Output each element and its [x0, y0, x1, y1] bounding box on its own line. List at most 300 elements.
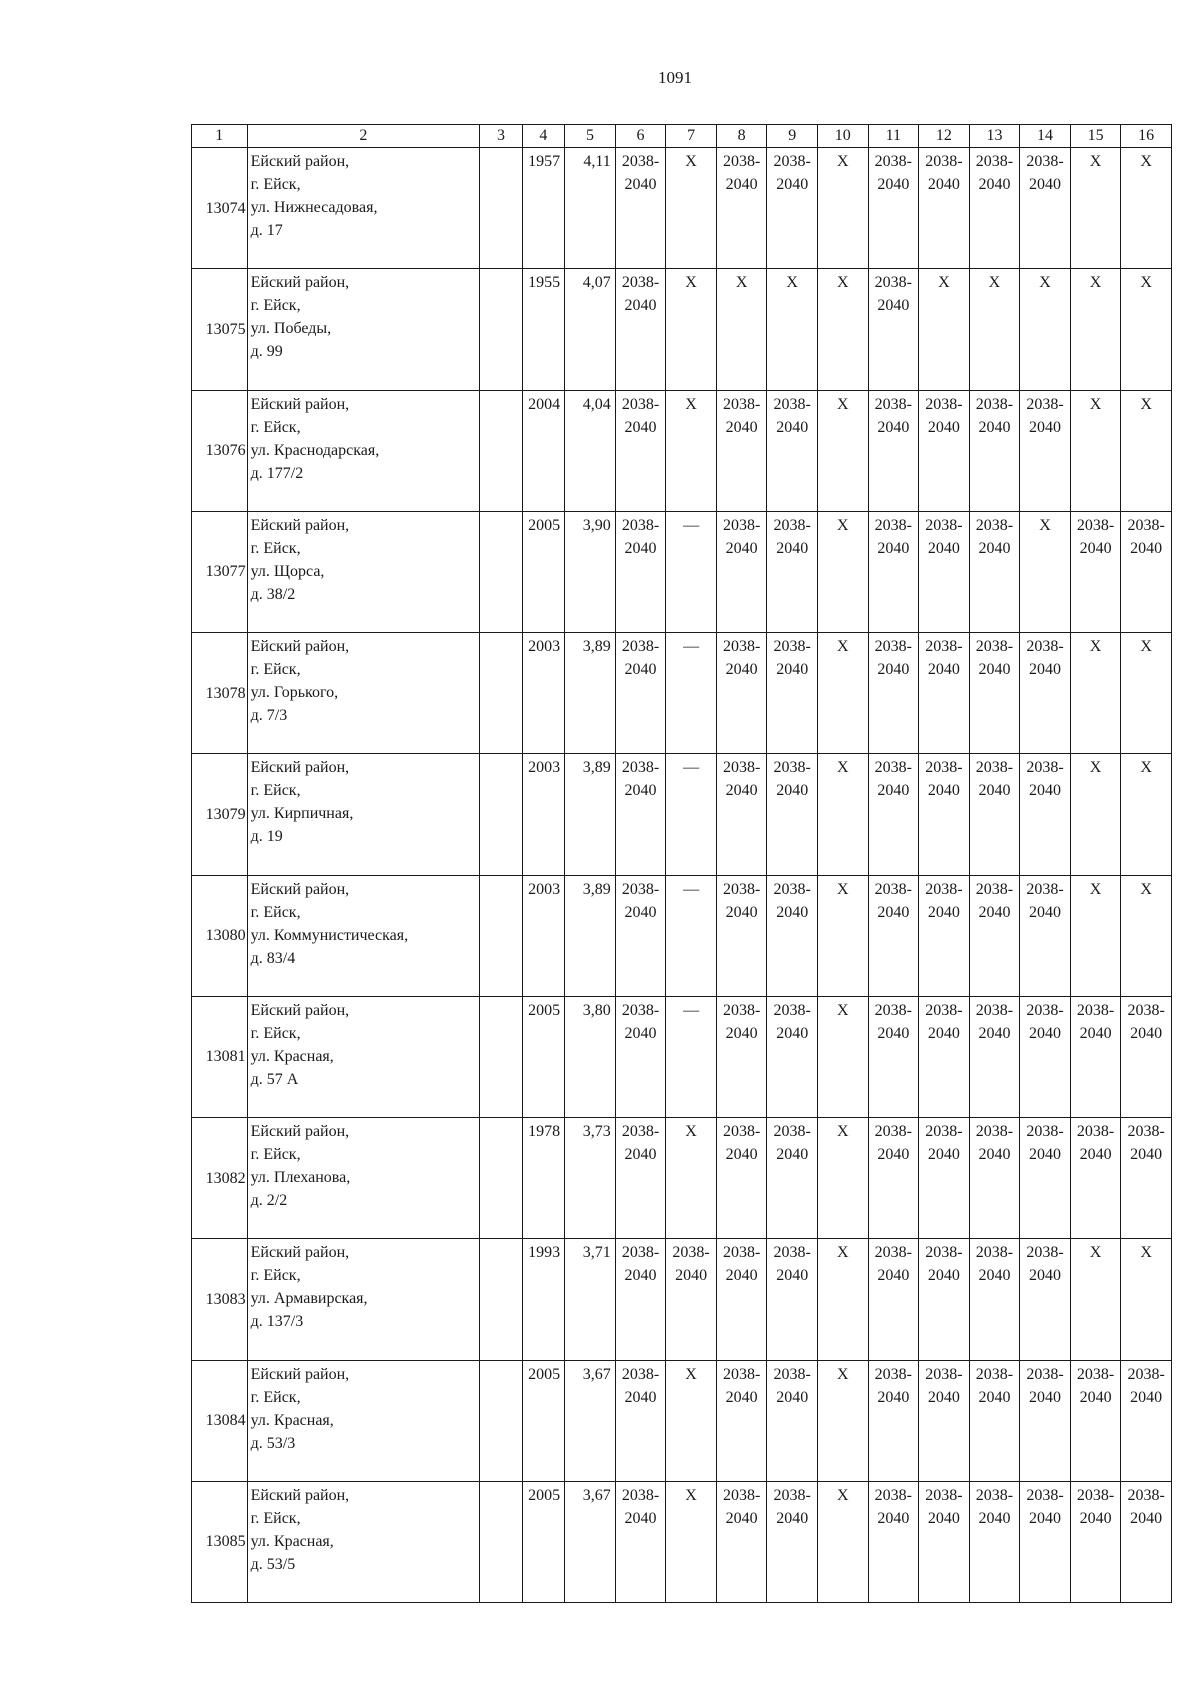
address-line: д. 38/2 [250, 585, 296, 603]
period-cell-col-8 [716, 875, 767, 996]
address-cell [247, 1118, 480, 1239]
period-text: 2038- [1026, 395, 1064, 413]
value-cell: 3,67 [565, 1481, 616, 1602]
period-text: 2038- [722, 638, 761, 655]
period-text: 2038- [874, 274, 912, 292]
period-text: 2038- [621, 516, 660, 534]
period-cell-col-13 [969, 996, 1020, 1117]
period-text: 2040 [927, 176, 960, 193]
period-text: 2038- [1127, 516, 1165, 534]
period-text: 2040 [776, 1024, 809, 1042]
period-text: 2040 [927, 1146, 960, 1163]
period-text: 2040 [776, 903, 809, 921]
period-text: 2038- [874, 880, 912, 898]
period-cell-col-10 [817, 1239, 868, 1360]
period-text: 2040 [978, 418, 1011, 436]
period-text: 2040 [725, 1388, 758, 1406]
period-cell-col-15 [1070, 1239, 1121, 1360]
period-cell-col-12 [919, 148, 970, 269]
period-text: 2038- [874, 1486, 912, 1504]
period-text: 2040 [927, 418, 960, 436]
period-text: 2038- [1026, 1486, 1064, 1504]
period-cell-col-10 [817, 269, 868, 390]
year-built-cell: 2005 [522, 511, 564, 632]
period-text: 2040 [877, 1146, 910, 1163]
period-text: X [836, 880, 849, 898]
period-text: 2040 [776, 1267, 809, 1285]
period-cell-col-16 [1121, 269, 1172, 390]
period-text: 2040 [725, 1024, 758, 1042]
period-text: X [1140, 153, 1152, 170]
period-text: 2040 [1079, 1509, 1112, 1527]
period-text: 2038- [925, 516, 963, 534]
address-line: ул. Плеханова, [250, 1169, 351, 1186]
empty-cell [480, 390, 522, 511]
address-cell [247, 1481, 480, 1602]
period-cell-col-11 [868, 996, 919, 1117]
period-cell-col-9 [767, 754, 818, 875]
record-number-cell: 13081 [192, 996, 248, 1117]
empty-cell [480, 1360, 522, 1481]
period-text: 2040 [978, 661, 1011, 678]
period-text: 2040 [1130, 1509, 1163, 1527]
period-text: X [988, 274, 1001, 292]
period-cell-col-13 [969, 875, 1020, 996]
period-cell-col-11 [868, 754, 919, 875]
period-text: 2040 [725, 1509, 758, 1527]
period-text: 2040 [978, 1509, 1011, 1527]
period-text: 2040 [725, 176, 758, 193]
period-text: X [685, 395, 697, 413]
address-cell [247, 269, 480, 390]
table-body [192, 148, 1172, 1603]
year-built-cell: 2005 [522, 1360, 564, 1481]
period-cell-col-13 [969, 633, 1020, 754]
value-cell: 3,67 [565, 1360, 616, 1481]
period-text: 2038- [975, 153, 1014, 170]
address-cell [247, 511, 480, 632]
address-line: Ейский район, [250, 1123, 350, 1140]
period-cell-col-12 [919, 1481, 970, 1602]
table-row [192, 1360, 1172, 1481]
period-text: 2040 [1079, 1024, 1112, 1042]
table-row [192, 269, 1172, 390]
period-cell-col-7 [666, 1239, 717, 1360]
period-cell-col-14 [1020, 1360, 1071, 1481]
period-text: 2038- [975, 395, 1014, 413]
period-text: 2040 [978, 903, 1011, 921]
period-text: 2040 [776, 661, 809, 678]
period-text: 2040 [1130, 1146, 1163, 1163]
table-row [192, 754, 1172, 875]
address-line: ул. Щорса, [250, 562, 325, 580]
address-line: ул. Победы, [250, 320, 332, 338]
period-text: X [836, 1123, 849, 1140]
period-text: 2040 [624, 1024, 657, 1042]
period-cell-col-8 [716, 1118, 767, 1239]
period-cell-col-11 [868, 511, 919, 632]
period-text: 2040 [1079, 1388, 1112, 1406]
period-cell-col-13 [969, 390, 1020, 511]
period-text: 2040 [675, 1267, 708, 1285]
period-cell-col-15 [1070, 996, 1121, 1117]
period-cell-col-12 [919, 875, 970, 996]
period-cell-col-14 [1020, 996, 1071, 1117]
period-text: 2040 [624, 1509, 657, 1527]
period-text: X [1089, 395, 1102, 413]
period-text: 2040 [1130, 539, 1163, 557]
address-line: д. 177/2 [250, 464, 304, 482]
year-built-cell: 1993 [522, 1239, 564, 1360]
period-text: 2038- [773, 1123, 811, 1140]
period-text: 2038- [722, 1365, 761, 1383]
table-row [192, 633, 1172, 754]
period-text: 2040 [725, 418, 758, 436]
value-cell: 3,89 [565, 754, 616, 875]
period-cell-col-9 [767, 1118, 818, 1239]
address-line: Ейский район, [250, 1486, 350, 1504]
period-cell-col-10 [817, 511, 868, 632]
period-cell-col-11 [868, 633, 919, 754]
period-text: 2040 [624, 661, 657, 678]
column-number-5: 5 [565, 125, 616, 148]
address-line: д. 53/3 [250, 1434, 296, 1452]
period-cell-col-15 [1070, 1481, 1121, 1602]
period-text: 2040 [978, 1146, 1011, 1163]
period-text: 2040 [725, 782, 758, 800]
period-text: 2038- [975, 880, 1014, 898]
record-number-cell: 13084 [192, 1360, 248, 1481]
period-text: 2040 [1130, 1024, 1163, 1042]
period-cell-col-10 [817, 996, 868, 1117]
address-line: Ейский район, [250, 395, 350, 413]
period-text: 2038- [925, 1486, 963, 1504]
period-text: X [836, 1001, 849, 1019]
period-text: X [836, 1244, 849, 1262]
housing-register-table [191, 124, 1172, 1603]
period-cell-col-8 [716, 1481, 767, 1602]
value-cell: 3,89 [565, 875, 616, 996]
value-cell: 3,71 [565, 1239, 616, 1360]
period-cell-col-16 [1121, 1360, 1172, 1481]
period-cell-col-12 [919, 633, 970, 754]
period-cell-col-11 [868, 1118, 919, 1239]
period-text: 2038- [621, 153, 660, 170]
period-text: X [786, 274, 798, 292]
address-line: д. 17 [250, 222, 283, 239]
period-text: 2040 [725, 1267, 758, 1285]
table-row [192, 148, 1172, 269]
period-text: X [836, 516, 849, 534]
period-text: 2038- [773, 1244, 811, 1262]
period-cell-col-11 [868, 1481, 919, 1602]
address-line: д. 57 А [250, 1070, 299, 1088]
year-built-cell: 2005 [522, 1481, 564, 1602]
empty-cell [480, 996, 522, 1117]
period-text: 2038- [1026, 153, 1064, 170]
period-text: 2040 [978, 1267, 1011, 1285]
period-text: X [1140, 1244, 1152, 1262]
address-line: г. Ейск, [250, 1024, 301, 1042]
period-text: 2038- [1127, 1123, 1165, 1140]
period-cell-col-13 [969, 511, 1020, 632]
period-cell-col-13 [969, 148, 1020, 269]
period-cell-col-11 [868, 1239, 919, 1360]
record-number-cell: 13079 [192, 754, 248, 875]
period-text: 2040 [978, 1024, 1011, 1042]
period-text: 2038- [925, 1001, 963, 1019]
address-line: д. 19 [250, 828, 283, 846]
period-text: 2040 [927, 1267, 960, 1285]
period-cell-col-14 [1020, 1239, 1071, 1360]
table-row [192, 1118, 1172, 1239]
period-text: 2038- [925, 153, 963, 170]
period-cell-col-9 [767, 511, 818, 632]
table-header [192, 125, 1172, 148]
period-cell-col-16 [1121, 633, 1172, 754]
address-line: Ейский район, [250, 1244, 350, 1262]
period-cell-col-7 [666, 633, 717, 754]
period-text: 2038- [722, 759, 761, 777]
period-cell-col-8 [716, 633, 767, 754]
record-number-cell: 13076 [192, 390, 248, 511]
period-text: 2040 [1130, 1388, 1163, 1406]
period-cell-col-6 [615, 754, 666, 875]
period-text: 2040 [1079, 539, 1112, 557]
period-cell-col-8 [716, 148, 767, 269]
period-cell-col-14 [1020, 633, 1071, 754]
period-text: X [836, 1365, 849, 1383]
period-text: 2038- [874, 1365, 912, 1383]
empty-cell [480, 1481, 522, 1602]
period-text: 2040 [776, 782, 809, 800]
period-text: 2038- [672, 1244, 710, 1262]
period-cell-col-10 [817, 1360, 868, 1481]
period-text: 2040 [1029, 1388, 1061, 1406]
period-cell-col-15 [1070, 754, 1121, 875]
period-cell-col-14 [1020, 511, 1071, 632]
period-text: 2038- [621, 638, 660, 655]
period-text: 2040 [927, 1388, 960, 1406]
period-text: 2038- [621, 880, 660, 898]
period-cell-col-13 [969, 1481, 1020, 1602]
period-text: 2038- [874, 516, 912, 534]
period-text: 2040 [725, 903, 758, 921]
period-text: 2038- [722, 516, 761, 534]
period-text: 2038- [874, 153, 912, 170]
period-text: X [1140, 638, 1152, 655]
address-line: Ейский район, [250, 1365, 350, 1383]
period-text: 2040 [1029, 1146, 1061, 1163]
period-text: X [836, 274, 849, 292]
empty-cell [480, 875, 522, 996]
period-cell-col-6 [615, 148, 666, 269]
period-text: 2038- [1026, 759, 1064, 777]
column-number-13: 13 [969, 125, 1020, 148]
period-text: 2038- [975, 638, 1014, 655]
record-number-cell: 13082 [192, 1118, 248, 1239]
period-cell-col-7 [666, 148, 717, 269]
period-text: 2038- [925, 880, 963, 898]
address-line: ул. Красная, [250, 1047, 334, 1065]
period-text: 2038- [1127, 1365, 1165, 1383]
value-cell: 4,11 [565, 148, 616, 269]
record-number-cell: 13080 [192, 875, 248, 996]
period-text: 2038- [925, 1244, 963, 1262]
period-text: X [938, 274, 950, 292]
period-text: 2038- [975, 1123, 1014, 1140]
address-line: Ейский район, [250, 880, 350, 898]
period-text: 2038- [621, 759, 660, 777]
period-text: 2040 [1029, 418, 1061, 436]
period-text: 2038- [874, 1244, 912, 1262]
period-cell-col-16 [1121, 754, 1172, 875]
period-cell-col-11 [868, 875, 919, 996]
period-text: 2040 [1029, 1267, 1061, 1285]
period-text: 2040 [725, 1146, 758, 1163]
address-line: г. Ейск, [250, 661, 301, 678]
period-cell-col-15 [1070, 390, 1121, 511]
year-built-cell: 2003 [522, 754, 564, 875]
address-line: г. Ейск, [250, 1267, 301, 1285]
period-cell-col-9 [767, 269, 818, 390]
period-text: 2038- [773, 153, 811, 170]
period-cell-col-15 [1070, 633, 1121, 754]
period-cell-col-6 [615, 633, 666, 754]
empty-cell [480, 148, 522, 269]
period-text: — [683, 516, 700, 534]
value-cell: 3,90 [565, 511, 616, 632]
period-cell-col-16 [1121, 390, 1172, 511]
period-text: 2040 [624, 1388, 657, 1406]
period-text: 2040 [624, 1146, 657, 1163]
period-cell-col-9 [767, 1481, 818, 1602]
address-line: Ейский район, [250, 759, 350, 777]
period-cell-col-12 [919, 1239, 970, 1360]
period-text: 2038- [621, 1486, 660, 1504]
period-text: 2038- [773, 516, 811, 534]
period-text: 2038- [722, 153, 761, 170]
column-number-14: 14 [1020, 125, 1071, 148]
period-text: 2038- [722, 1123, 761, 1140]
period-text: X [1089, 638, 1102, 655]
period-cell-col-13 [969, 754, 1020, 875]
year-built-cell: 2005 [522, 996, 564, 1117]
empty-cell [480, 1239, 522, 1360]
address-line: Ейский район, [250, 153, 350, 170]
period-cell-col-7 [666, 1481, 717, 1602]
period-text: 2040 [877, 1024, 910, 1042]
address-line: д. 2/2 [250, 1192, 288, 1209]
period-cell-col-15 [1070, 875, 1121, 996]
period-text: 2040 [877, 418, 910, 436]
period-cell-col-13 [969, 1360, 1020, 1481]
address-line: Ейский район, [250, 638, 350, 655]
address-line: ул. Красная, [250, 1411, 334, 1429]
period-text: 2038- [925, 1365, 963, 1383]
period-cell-col-10 [817, 1481, 868, 1602]
period-text: 2040 [877, 1509, 910, 1527]
period-text: X [685, 274, 697, 292]
period-text: 2038- [1076, 1123, 1115, 1140]
period-text: 2038- [621, 1123, 660, 1140]
period-text: 2038- [1026, 638, 1064, 655]
period-text: — [683, 1001, 700, 1019]
period-cell-col-12 [919, 390, 970, 511]
period-text: 2038- [773, 638, 811, 655]
period-text: 2040 [877, 903, 910, 921]
period-cell-col-11 [868, 390, 919, 511]
period-text: X [1089, 1244, 1102, 1262]
table-row [192, 511, 1172, 632]
period-text: 2040 [624, 903, 657, 921]
table-row [192, 1481, 1172, 1602]
period-text: 2040 [776, 418, 809, 436]
table-row [192, 1239, 1172, 1360]
address-line: д. 137/3 [250, 1313, 304, 1331]
period-text: X [836, 759, 849, 777]
period-text: 2038- [621, 1244, 660, 1262]
period-text: 2038- [773, 1365, 811, 1383]
table-row [192, 875, 1172, 996]
period-cell-col-7 [666, 754, 717, 875]
period-cell-col-9 [767, 633, 818, 754]
record-number-cell: 13083 [192, 1239, 248, 1360]
period-text: 2038- [975, 1365, 1014, 1383]
empty-cell [480, 633, 522, 754]
address-line: г. Ейск, [250, 418, 301, 436]
period-cell-col-11 [868, 1360, 919, 1481]
period-text: 2038- [1026, 1244, 1064, 1262]
period-cell-col-6 [615, 1360, 666, 1481]
address-line: д. 83/4 [250, 949, 296, 967]
period-text: 2040 [624, 782, 657, 800]
period-cell-col-12 [919, 754, 970, 875]
page-number: 1091 [658, 68, 692, 87]
period-cell-col-11 [868, 148, 919, 269]
address-line: г. Ейск, [250, 297, 301, 315]
period-cell-col-7 [666, 390, 717, 511]
table-row [192, 996, 1172, 1117]
period-text: 2038- [621, 1365, 660, 1383]
period-text: X [685, 1123, 697, 1140]
address-cell [247, 148, 480, 269]
column-number-15: 15 [1070, 125, 1121, 148]
period-text: 2038- [1076, 516, 1115, 534]
period-cell-col-14 [1020, 754, 1071, 875]
address-line: ул. Краснодарская, [250, 441, 380, 459]
period-text: 2040 [1029, 782, 1061, 800]
period-text: 2040 [624, 418, 657, 436]
value-cell: 4,07 [565, 269, 616, 390]
address-line: г. Ейск, [250, 176, 301, 193]
period-text: 2038- [1026, 1123, 1064, 1140]
period-cell-col-14 [1020, 148, 1071, 269]
year-built-cell: 1978 [522, 1118, 564, 1239]
period-cell-col-12 [919, 996, 970, 1117]
period-text: 2040 [927, 1024, 960, 1042]
period-text: 2038- [1127, 1486, 1165, 1504]
empty-cell [480, 1118, 522, 1239]
period-text: 2040 [877, 539, 910, 557]
address-line: д. 99 [250, 343, 283, 361]
period-text: 2038- [1076, 1365, 1115, 1383]
period-text: 2038- [925, 1123, 963, 1140]
period-text: 2038- [925, 759, 963, 777]
period-text: 2040 [927, 1509, 960, 1527]
address-line: д. 53/5 [250, 1555, 296, 1573]
period-text: — [683, 638, 700, 655]
